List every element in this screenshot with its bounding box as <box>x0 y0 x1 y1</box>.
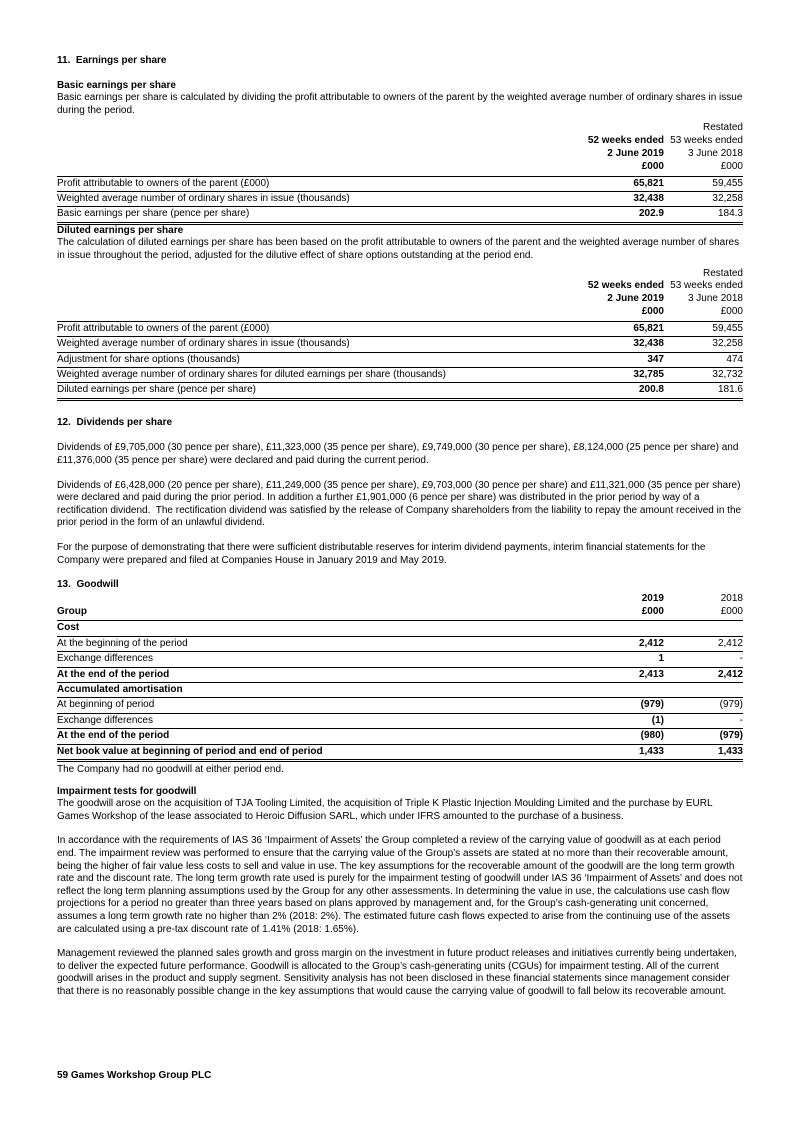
table-header-date-row <box>57 148 743 161</box>
col-header-2019-unit: £000 <box>568 161 664 176</box>
col-header-2018-unit: £000 <box>664 161 743 176</box>
col-header-2018-unit: £000 <box>664 306 743 321</box>
section-12-heading: 12. Dividends per share <box>57 416 173 428</box>
table-row <box>57 383 743 399</box>
col-header-2019-year: 2019 <box>641 592 664 604</box>
value-2019 <box>568 682 664 697</box>
row-label: Net book value at beginning of period and end of period <box>57 744 568 760</box>
value-2018: 2,412 <box>664 667 743 682</box>
value-2019: (1) <box>568 713 664 728</box>
row-label: Basic earnings per share (pence per share) <box>57 207 568 223</box>
value-2019: 1,433 <box>568 744 664 760</box>
table-section-row <box>57 682 743 697</box>
table-header-period-row <box>57 280 743 293</box>
value-2018: 32,732 <box>664 367 743 382</box>
row-label: At beginning of period <box>57 698 568 713</box>
section-11-heading: 11. Earnings per share <box>57 55 167 66</box>
row-label: Weighted average number of ordinary shares in issue (thousands) <box>57 337 568 352</box>
table-row <box>57 176 743 191</box>
table-section-row <box>57 621 743 636</box>
row-label: Profit attributable to owners of the parent (£000) <box>57 176 568 191</box>
page-footer: 59 Games Workshop Group PLC <box>57 1070 212 1081</box>
table-row <box>57 337 743 352</box>
value-2019: 2,413 <box>568 667 664 682</box>
row-label: Diluted earnings per share (pence per share) <box>57 383 568 399</box>
value-2019: (979) <box>568 698 664 713</box>
row-label: Weighted average number of ordinary shares in issue (thousands) <box>57 191 568 206</box>
restated-label: Restated <box>702 267 743 279</box>
col-header-2018-date: 3 June 2018 <box>687 293 743 305</box>
restated-label: Restated <box>702 122 743 134</box>
value-2019: 347 <box>568 352 664 367</box>
row-label: Exchange differences <box>57 652 568 667</box>
row-label: At the beginning of the period <box>57 636 568 651</box>
value-2019: 2,412 <box>568 636 664 651</box>
table-row <box>57 713 743 728</box>
dividends-paragraph-3: For the purpose of demonstrating that there were sufficient distributable reserves for interim dividend payments, interim financial statements for the Company were prepared and filed at Companies House in January 2019 and May 2019. <box>57 541 709 566</box>
row-label: Exchange differences <box>57 713 568 728</box>
table-total-row <box>57 729 743 744</box>
col-header-2019-date: 2 June 2019 <box>607 293 664 305</box>
col-header-2019-unit: £000 <box>568 306 664 321</box>
table-row <box>57 652 743 667</box>
col-header-2019-period: 52 weeks ended <box>587 280 664 292</box>
col-header-2019-unit: £000 <box>568 606 664 621</box>
table-header-restated-row <box>57 122 743 135</box>
table-row <box>57 321 743 336</box>
goodwill-table <box>57 593 743 762</box>
col-header-2019-date: 2 June 2019 <box>607 147 664 159</box>
table-row <box>57 207 743 223</box>
table-header-unit-row <box>57 161 743 176</box>
value-2018: 1,433 <box>664 744 743 760</box>
value-2018: (979) <box>664 698 743 713</box>
value-2018: 59,455 <box>664 176 743 191</box>
value-2018: 59,455 <box>664 321 743 336</box>
col-header-2018-period: 53 weeks ended <box>670 280 743 292</box>
table-total-row <box>57 667 743 682</box>
table-header-period-row <box>57 135 743 148</box>
group-label: Group <box>57 606 568 621</box>
value-2019: 32,438 <box>568 337 664 352</box>
row-label: At the end of the period <box>57 667 568 682</box>
row-label: Profit attributable to owners of the parent (£000) <box>57 321 568 336</box>
value-2018: - <box>664 713 743 728</box>
value-2018: 2,412 <box>664 636 743 651</box>
table-header-restated-row <box>57 268 743 281</box>
basic-eps-subheading: Basic earnings per share <box>57 79 176 91</box>
value-2019: (980) <box>568 729 664 744</box>
value-2019: 32,438 <box>568 191 664 206</box>
col-header-2018-unit: £000 <box>664 606 743 621</box>
value-2019: 1 <box>568 652 664 667</box>
row-label: Adjustment for share options (thousands) <box>57 352 568 367</box>
value-2018: (979) <box>664 729 743 744</box>
value-2019: 202.9 <box>568 207 664 223</box>
value-2019 <box>568 621 664 636</box>
basic-eps-intro: Basic earnings per share is calculated by dividing the profit attributable to owners of the parent by the weighted average number of ordinary shares in issue during the period. <box>57 92 746 116</box>
basic-eps-table <box>57 122 743 224</box>
impairment-paragraph-2: In accordance with the requirements of IAS 36 ‘Impairment of Assets’ the Group completed a review of the carrying value of goodwill as at each period end. The impairment review was performed to ensure that the carrying value of the Group’s assets are stated at no more than their recoverable amount, being the higher of fair value less costs to sell and value in use. The key assumptions for the recoverable amount of the goodwill are the long term growth rate and the discount rate. The long term growth rate used is purely for the impairment testing of goodwill under IAS 36 ‘Impairment of Assets’ and does not reflect the long term planning assumptions used by the Group for any other assessments. In determining the value in use, the calculations use cash flow projections for a period no greater than three years based on plans approved by management and, for the Group’s cash-generating unit concerned, assumes a long term growth rate no higher than 2% (2018: 2%). The estimated future cash flows expected to arise from the continuing use of the assets are calculated using a pre-tax discount rate of 1.41% (2018: 1.65%). <box>57 835 746 935</box>
diluted-eps-table <box>57 268 743 401</box>
table-row <box>57 367 743 382</box>
value-2018 <box>664 621 743 636</box>
impairment-paragraph-1: The goodwill arose on the acquisition of TJA Tooling Limited, the acquisition of Triple K Plastic Injection Moulding Limited and the purchase by EURL Games Workshop of the lease associated to Heroic Diffusion SARL, which under IFRS amounted to the purchase of a business. <box>57 798 715 822</box>
diluted-eps-intro: The calculation of diluted earnings per share has been based on the profit attributable to owners of the parent and the weighted average number of shares in issue throughout the period, adjusted for the dilutive effect of share options outstanding at the period end. <box>57 237 742 261</box>
table-header-unit-row <box>57 606 743 621</box>
value-2018: - <box>664 652 743 667</box>
table-row <box>57 636 743 651</box>
section-dividends-per-share <box>57 417 743 567</box>
row-label: Accumulated amortisation <box>57 682 568 697</box>
value-2019: 65,821 <box>568 321 664 336</box>
value-2018: 184.3 <box>664 207 743 223</box>
section-13-heading: 13. Goodwill <box>57 579 119 591</box>
value-2019: 200.8 <box>568 383 664 399</box>
table-row <box>57 698 743 713</box>
row-label: At the end of the period <box>57 729 568 744</box>
diluted-eps-subheading: Diluted earnings per share <box>57 224 184 236</box>
col-header-2019-period: 52 weeks ended <box>587 135 664 147</box>
table-header-date-row <box>57 293 743 306</box>
impairment-paragraph-3: Management reviewed the planned sales growth and gross margin on the investment in future product releases and initiatives currently being undertaken, to deliver the expected future performance. Goodwill is allocated to the Group’s cash-generating units (CGUs) for impairment testing. All of the current goodwill arises in the product and supply segment. Sensitivity analysis has not been disclosed in these financial statements since management consider that there is no reasonably possible change in the key assumptions that would cause the carrying value of goodwill to fall below its recoverable amount. <box>57 948 740 997</box>
col-header-2018-year: 2018 <box>720 592 743 604</box>
value-2019: 65,821 <box>568 176 664 191</box>
value-2018: 474 <box>664 352 743 367</box>
section-earnings-per-share <box>57 55 746 401</box>
value-2018: 181.6 <box>664 383 743 399</box>
value-2019: 32,785 <box>568 367 664 382</box>
goodwill-note: The Company had no goodwill at either period end. <box>57 763 284 775</box>
row-label: Cost <box>57 621 568 636</box>
table-total-row <box>57 744 743 760</box>
table-row <box>57 352 743 367</box>
dividends-paragraph-1: Dividends of £9,705,000 (30 pence per share), £11,323,000 (35 pence per share), £9,749,000 (30 pence per share), £8,124,000 (25 pence per share) and £11,376,000 (35 pence per share) were declared and paid during the current period. <box>57 442 742 466</box>
table-header-unit-row <box>57 306 743 321</box>
value-2018: 32,258 <box>664 337 743 352</box>
row-label: Weighted average number of ordinary shares for diluted earnings per share (thousands) <box>57 367 568 382</box>
table-row <box>57 191 743 206</box>
table-header-year-row <box>57 593 743 606</box>
col-header-2018-period: 53 weeks ended <box>670 135 743 147</box>
section-goodwill <box>57 579 746 998</box>
value-2018: 32,258 <box>664 191 743 206</box>
dividends-paragraph-2: Dividends of £6,428,000 (20 pence per share), £11,249,000 (35 pence per share), £9,703,000 (30 pence per share) and £11,321,000 (35 pence per share) were declared and paid during the prior period. In addition a further £1,901,000 (6 pence per share) was distributed in the prior period by way of a rectification dividend. The rectification dividend was satisfied by the release of Company shareholders from the liability to repay the amount received in the prior period in the form of an unlawful dividend. <box>57 479 744 529</box>
impairment-subheading: Impairment tests for goodwill <box>57 785 197 797</box>
col-header-2018-date: 3 June 2018 <box>687 147 743 159</box>
value-2018 <box>664 682 743 697</box>
